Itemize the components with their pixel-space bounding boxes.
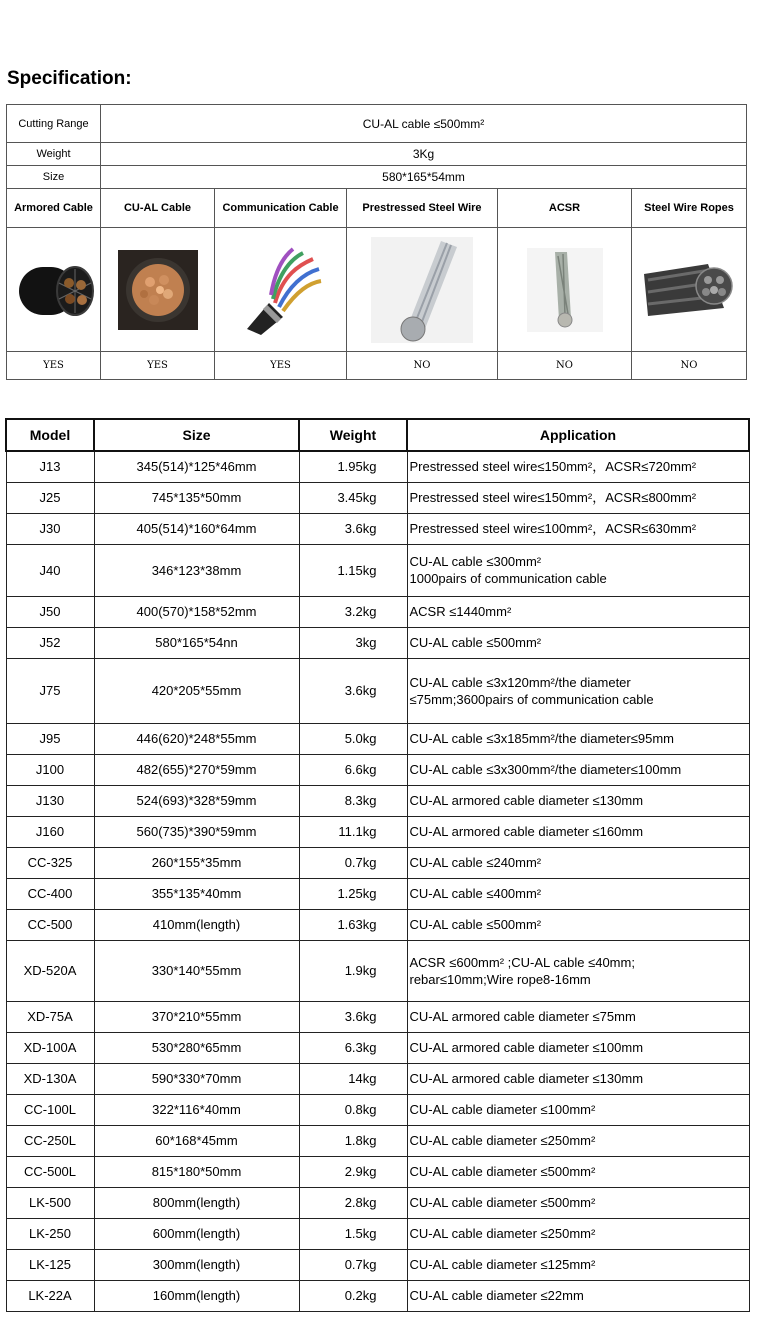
application-cell: CU-AL armored cable diameter ≤130mm <box>407 785 749 816</box>
cut-result: NO <box>347 352 498 380</box>
table-row <box>6 1249 749 1280</box>
application-cell: CU-AL cable diameter ≤125mm² <box>407 1249 749 1280</box>
model-cell: CC-100L <box>6 1094 94 1125</box>
armored-cable-photo-cell <box>7 228 101 352</box>
table-row <box>6 1094 749 1125</box>
table-row <box>6 1187 749 1218</box>
application-cell: CU-AL cable ≤400mm² <box>407 878 749 909</box>
size-cell: 560(735)*390*59mm <box>94 816 299 847</box>
model-cell: J50 <box>6 596 94 627</box>
communication-cable-photo <box>239 245 323 335</box>
prestressed-steel-wire-photo <box>371 237 473 343</box>
size-cell: 355*135*40mm <box>94 878 299 909</box>
size-cell: 300mm(length) <box>94 1249 299 1280</box>
weight-cell: 1.25kg <box>299 878 407 909</box>
weight-cell: 6.6kg <box>299 754 407 785</box>
table-row <box>6 878 749 909</box>
model-cell: XD-75A <box>6 1001 94 1032</box>
table-row <box>6 482 749 513</box>
size-cell: 260*155*35mm <box>94 847 299 878</box>
table-row <box>6 1280 749 1311</box>
size-value: 580*165*54mm <box>101 166 747 189</box>
table-row <box>6 1001 749 1032</box>
application-cell: ACSR ≤1440mm² <box>407 596 749 627</box>
column-header-application: Application <box>407 419 749 451</box>
application-cell: CU-AL cable diameter ≤100mm² <box>407 1094 749 1125</box>
weight-cell: 5.0kg <box>299 723 407 754</box>
table-row <box>6 658 749 723</box>
prestressed-steel-wire-photo-cell <box>347 228 498 352</box>
size-cell: 160mm(length) <box>94 1280 299 1311</box>
weight-cell: 3.6kg <box>299 658 407 723</box>
model-cell: J75 <box>6 658 94 723</box>
application-cell: CU-AL cable ≤300mm² 1000pairs of communication cable <box>407 544 749 596</box>
table-row <box>6 1125 749 1156</box>
application-cell: CU-AL cable ≤500mm² <box>407 627 749 658</box>
weight-cell: 1.15kg <box>299 544 407 596</box>
steel-wire-ropes-photo-cell <box>632 228 747 352</box>
cutting-range-value: CU-AL cable ≤500mm² <box>101 105 747 143</box>
model-cell: LK-250 <box>6 1218 94 1249</box>
type-header: ACSR <box>498 189 632 228</box>
weight-cell: 6.3kg <box>299 1032 407 1063</box>
table-row <box>6 1156 749 1187</box>
table-row <box>6 785 749 816</box>
column-header-size: Size <box>94 419 299 451</box>
model-cell: LK-500 <box>6 1187 94 1218</box>
weight-cell: 1.5kg <box>299 1218 407 1249</box>
size-cell: 800mm(length) <box>94 1187 299 1218</box>
size-cell: 60*168*45mm <box>94 1125 299 1156</box>
acsr-photo <box>527 248 603 332</box>
model-cell: CC-500L <box>6 1156 94 1187</box>
size-cell: 330*140*55mm <box>94 940 299 1001</box>
cutting-range-label: Cutting Range <box>7 105 101 143</box>
steel-wire-ropes-photo <box>644 260 734 320</box>
application-cell: ACSR ≤600mm² ;CU-AL cable ≤40mm; rebar≤10mm;Wire rope8-16mm <box>407 940 749 1001</box>
communication-cable-photo-cell <box>215 228 347 352</box>
weight-cell: 8.3kg <box>299 785 407 816</box>
model-cell: J30 <box>6 513 94 544</box>
column-header-model: Model <box>6 419 94 451</box>
application-cell: CU-AL armored cable diameter ≤100mm <box>407 1032 749 1063</box>
table-row <box>6 1063 749 1094</box>
weight-cell: 2.9kg <box>299 1156 407 1187</box>
table-row <box>6 847 749 878</box>
cut-result: NO <box>632 352 747 380</box>
weight-cell: 3.6kg <box>299 1001 407 1032</box>
acsr-photo-cell <box>498 228 632 352</box>
armored-cable-photo <box>13 255 95 325</box>
size-label: Size <box>7 166 101 189</box>
table-row <box>6 596 749 627</box>
weight-cell: 1.9kg <box>299 940 407 1001</box>
weight-label: Weight <box>7 143 101 166</box>
model-cell: CC-325 <box>6 847 94 878</box>
table-row <box>6 1032 749 1063</box>
table-row <box>6 1218 749 1249</box>
size-cell: 590*330*70mm <box>94 1063 299 1094</box>
table-row <box>6 513 749 544</box>
size-cell: 405(514)*160*64mm <box>94 513 299 544</box>
weight-cell: 3.45kg <box>299 482 407 513</box>
spec-table <box>6 104 747 380</box>
cu-al-cable-photo-cell <box>101 228 215 352</box>
model-cell: J100 <box>6 754 94 785</box>
weight-cell: 11.1kg <box>299 816 407 847</box>
model-cell: XD-130A <box>6 1063 94 1094</box>
weight-value: 3Kg <box>101 143 747 166</box>
weight-cell: 0.8kg <box>299 1094 407 1125</box>
model-cell: CC-250L <box>6 1125 94 1156</box>
size-cell: 530*280*65mm <box>94 1032 299 1063</box>
size-cell: 524(693)*328*59mm <box>94 785 299 816</box>
application-cell: CU-AL cable diameter ≤500mm² <box>407 1187 749 1218</box>
cut-result: YES <box>101 352 215 380</box>
model-table <box>5 418 750 1312</box>
application-cell: CU-AL cable diameter ≤22mm <box>407 1280 749 1311</box>
model-cell: J160 <box>6 816 94 847</box>
size-cell: 346*123*38mm <box>94 544 299 596</box>
size-cell: 600mm(length) <box>94 1218 299 1249</box>
column-header-weight: Weight <box>299 419 407 451</box>
model-cell: J130 <box>6 785 94 816</box>
size-cell: 345(514)*125*46mm <box>94 451 299 482</box>
application-cell: CU-AL armored cable diameter ≤75mm <box>407 1001 749 1032</box>
size-cell: 815*180*50mm <box>94 1156 299 1187</box>
table-row <box>6 909 749 940</box>
weight-cell: 14kg <box>299 1063 407 1094</box>
size-cell: 420*205*55mm <box>94 658 299 723</box>
type-header: Steel Wire Ropes <box>632 189 747 228</box>
application-cell: Prestressed steel wire≤150mm²，ACSR≤720mm² <box>407 451 749 482</box>
weight-cell: 1.8kg <box>299 1125 407 1156</box>
table-row <box>6 451 749 482</box>
weight-cell: 2.8kg <box>299 1187 407 1218</box>
table-row <box>6 940 749 1001</box>
application-cell: CU-AL armored cable diameter ≤130mm <box>407 1063 749 1094</box>
size-cell: 322*116*40mm <box>94 1094 299 1125</box>
cut-result: YES <box>7 352 101 380</box>
size-cell: 410mm(length) <box>94 909 299 940</box>
weight-cell: 0.7kg <box>299 847 407 878</box>
application-cell: Prestressed steel wire≤150mm²，ACSR≤800mm² <box>407 482 749 513</box>
weight-cell: 3kg <box>299 627 407 658</box>
table-row <box>6 723 749 754</box>
application-cell: CU-AL cable diameter ≤250mm² <box>407 1218 749 1249</box>
model-cell: XD-520A <box>6 940 94 1001</box>
model-cell: LK-125 <box>6 1249 94 1280</box>
size-cell: 745*135*50mm <box>94 482 299 513</box>
cu-al-cable-photo <box>118 250 198 330</box>
table-row <box>6 544 749 596</box>
application-cell: CU-AL cable ≤3x185mm²/the diameter≤95mm <box>407 723 749 754</box>
model-cell: XD-100A <box>6 1032 94 1063</box>
weight-cell: 1.63kg <box>299 909 407 940</box>
model-cell: CC-500 <box>6 909 94 940</box>
table-row <box>6 754 749 785</box>
size-cell: 580*165*54nn <box>94 627 299 658</box>
weight-cell: 0.2kg <box>299 1280 407 1311</box>
model-cell: J52 <box>6 627 94 658</box>
cut-result: NO <box>498 352 632 380</box>
model-cell: CC-400 <box>6 878 94 909</box>
size-cell: 482(655)*270*59mm <box>94 754 299 785</box>
type-header: Prestressed Steel Wire <box>347 189 498 228</box>
table-row <box>6 627 749 658</box>
size-cell: 370*210*55mm <box>94 1001 299 1032</box>
table-row <box>6 816 749 847</box>
model-cell: J40 <box>6 544 94 596</box>
weight-cell: 3.6kg <box>299 513 407 544</box>
type-header: Armored Cable <box>7 189 101 228</box>
model-cell: LK-22A <box>6 1280 94 1311</box>
application-cell: Prestressed steel wire≤100mm²，ACSR≤630mm² <box>407 513 749 544</box>
model-cell: J25 <box>6 482 94 513</box>
application-cell: CU-AL armored cable diameter ≤160mm <box>407 816 749 847</box>
application-cell: CU-AL cable diameter ≤500mm² <box>407 1156 749 1187</box>
application-cell: CU-AL cable ≤500mm² <box>407 909 749 940</box>
type-header: Communication Cable <box>215 189 347 228</box>
application-cell: CU-AL cable ≤240mm² <box>407 847 749 878</box>
size-cell: 446(620)*248*55mm <box>94 723 299 754</box>
size-cell: 400(570)*158*52mm <box>94 596 299 627</box>
cut-result: YES <box>215 352 347 380</box>
type-header: CU-AL Cable <box>101 189 215 228</box>
application-cell: CU-AL cable diameter ≤250mm² <box>407 1125 749 1156</box>
model-cell: J13 <box>6 451 94 482</box>
weight-cell: 1.95kg <box>299 451 407 482</box>
model-cell: J95 <box>6 723 94 754</box>
weight-cell: 3.2kg <box>299 596 407 627</box>
application-cell: CU-AL cable ≤3x120mm²/the diameter ≤75mm;3600pairs of communication cable <box>407 658 749 723</box>
application-cell: CU-AL cable ≤3x300mm²/the diameter≤100mm <box>407 754 749 785</box>
page-title: Specification: <box>7 68 132 89</box>
weight-cell: 0.7kg <box>299 1249 407 1280</box>
